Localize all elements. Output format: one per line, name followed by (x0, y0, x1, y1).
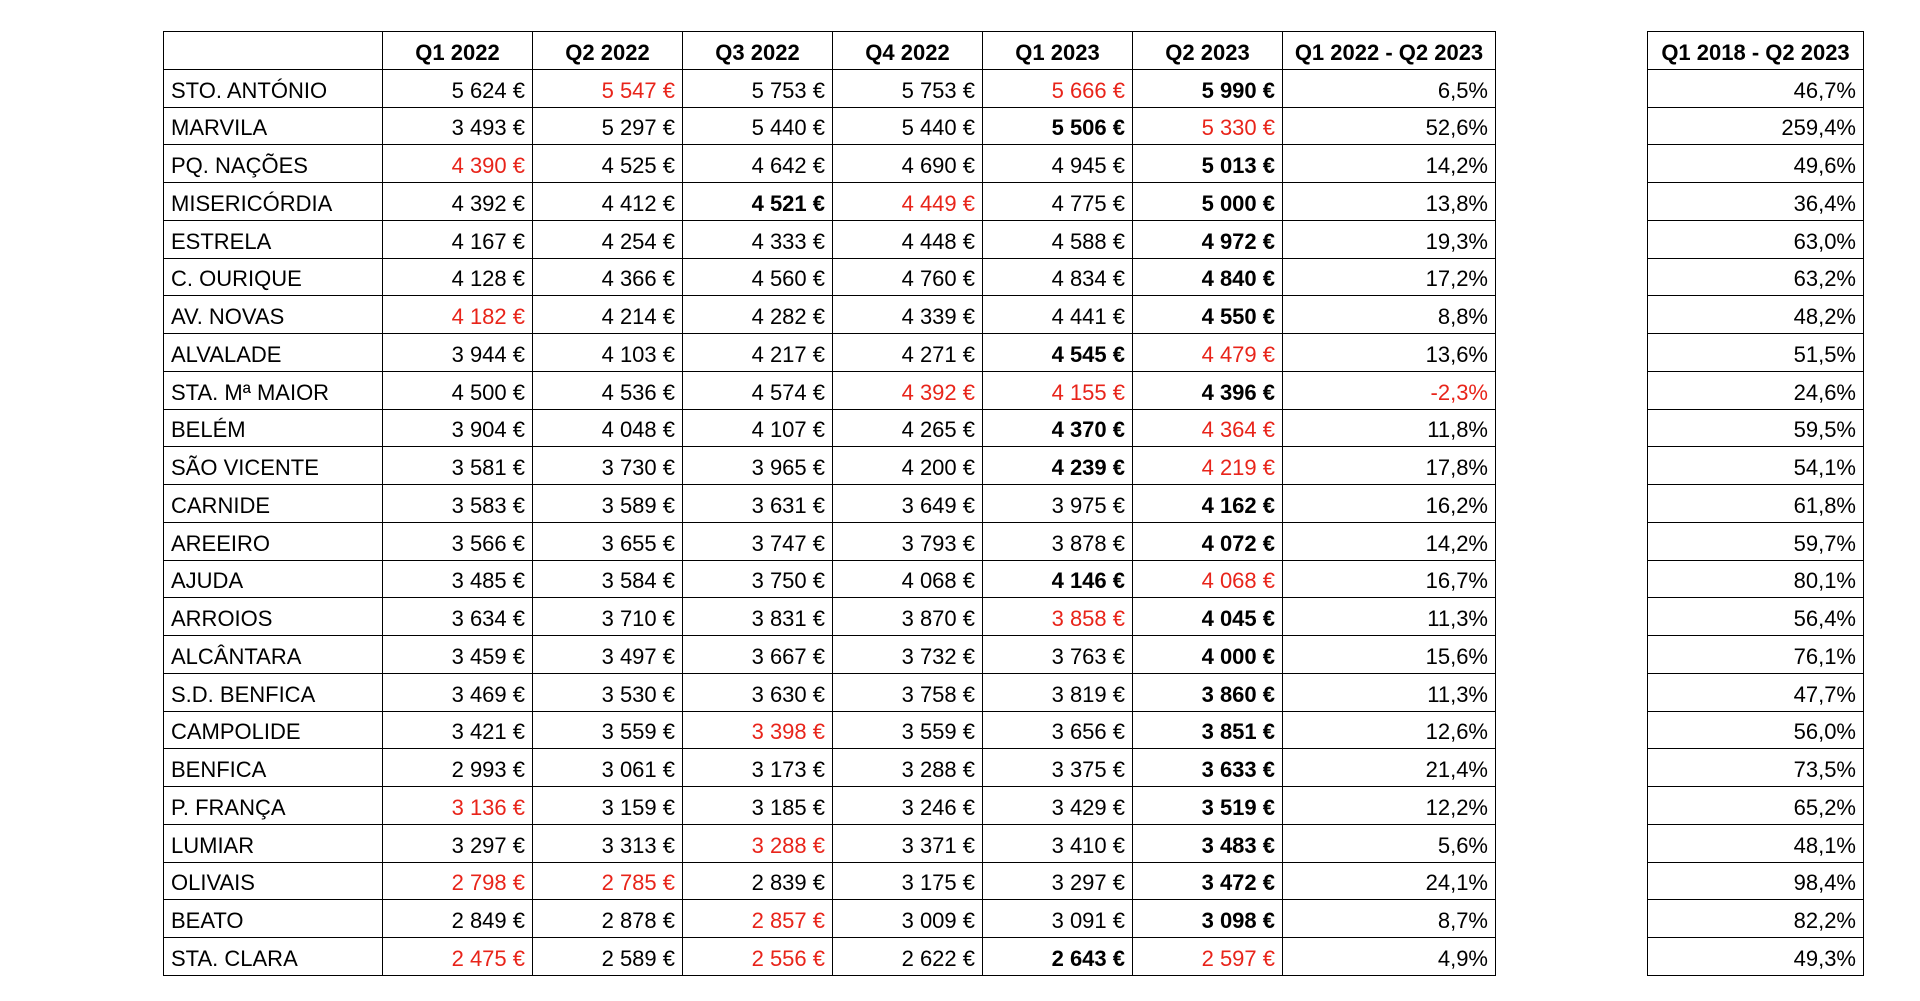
price-cell: 2 622 € (833, 938, 983, 976)
price-cell: 3 136 € (383, 787, 533, 825)
price-cell: 3 091 € (983, 900, 1133, 938)
price-cell: 4 642 € (683, 145, 833, 183)
price-cell: 3 497 € (533, 636, 683, 674)
variation-cell: 14,2% (1283, 522, 1496, 560)
parish-name: AV. NOVAS (164, 296, 383, 334)
price-cell: 3 297 € (983, 862, 1133, 900)
long-variation-cell: 56,4% (1648, 598, 1864, 636)
parish-name: P. FRANÇA (164, 787, 383, 825)
price-cell: 3 630 € (683, 673, 833, 711)
price-cell: 3 519 € (1133, 787, 1283, 825)
table-row (164, 145, 1496, 183)
side-table-row (1648, 598, 1864, 636)
table-row (164, 938, 1496, 976)
price-cell: 2 556 € (683, 938, 833, 976)
parish-name: CARNIDE (164, 485, 383, 523)
price-cell: 4 560 € (683, 258, 833, 296)
variation-cell: 8,8% (1283, 296, 1496, 334)
price-cell: 3 589 € (533, 485, 683, 523)
parish-name: SÃO VICENTE (164, 447, 383, 485)
price-cell: 3 559 € (533, 711, 683, 749)
price-cell: 4 690 € (833, 145, 983, 183)
price-cell: 2 839 € (683, 862, 833, 900)
price-cell: 2 475 € (383, 938, 533, 976)
price-cell: 3 566 € (383, 522, 533, 560)
parish-name: STA. CLARA (164, 938, 383, 976)
long-variation-cell: 24,6% (1648, 371, 1864, 409)
price-cell: 3 297 € (383, 824, 533, 862)
price-cell: 4 000 € (1133, 636, 1283, 674)
price-cell: 4 441 € (983, 296, 1133, 334)
price-cell: 4 545 € (983, 334, 1133, 372)
price-cell: 4 574 € (683, 371, 833, 409)
side-table-row (1648, 145, 1864, 183)
long-variation-cell: 59,7% (1648, 522, 1864, 560)
table-row (164, 334, 1496, 372)
price-cell: 3 469 € (383, 673, 533, 711)
price-cell: 5 753 € (683, 69, 833, 107)
long-variation-cell: 76,1% (1648, 636, 1864, 674)
price-cell: 4 146 € (983, 560, 1133, 598)
long-variation-cell: 48,2% (1648, 296, 1864, 334)
side-table-row (1648, 409, 1864, 447)
table-row (164, 711, 1496, 749)
long-variation-cell: 36,4% (1648, 183, 1864, 221)
price-cell: 4 048 € (533, 409, 683, 447)
price-cell: 4 200 € (833, 447, 983, 485)
price-cell: 4 333 € (683, 220, 833, 258)
price-cell: 3 860 € (1133, 673, 1283, 711)
price-cell: 3 583 € (383, 485, 533, 523)
parish-name: S.D. BENFICA (164, 673, 383, 711)
side-table-row (1648, 485, 1864, 523)
side-table-row (1648, 673, 1864, 711)
long-variation-cell: 65,2% (1648, 787, 1864, 825)
price-cell: 5 013 € (1133, 145, 1283, 183)
parish-name: ALVALADE (164, 334, 383, 372)
table-row (164, 258, 1496, 296)
price-cell: 3 185 € (683, 787, 833, 825)
price-cell: 4 448 € (833, 220, 983, 258)
price-cell: 3 173 € (683, 749, 833, 787)
price-cell: 2 857 € (683, 900, 833, 938)
table-row (164, 598, 1496, 636)
table-row (164, 560, 1496, 598)
price-cell: 4 182 € (383, 296, 533, 334)
parish-name: ALCÂNTARA (164, 636, 383, 674)
long-variation-cell: 49,6% (1648, 145, 1864, 183)
price-cell: 4 390 € (383, 145, 533, 183)
price-cell: 3 410 € (983, 824, 1133, 862)
variation-cell: 12,2% (1283, 787, 1496, 825)
price-cell: 3 559 € (833, 711, 983, 749)
long-variation-cell: 59,5% (1648, 409, 1864, 447)
price-cell: 3 819 € (983, 673, 1133, 711)
parish-name: ARROIOS (164, 598, 383, 636)
price-cell: 3 904 € (383, 409, 533, 447)
price-cell: 4 107 € (683, 409, 833, 447)
price-cell: 2 589 € (533, 938, 683, 976)
price-cell: 4 068 € (833, 560, 983, 598)
table-row (164, 485, 1496, 523)
table-row (164, 183, 1496, 221)
price-cell: 4 521 € (683, 183, 833, 221)
side-table-row (1648, 296, 1864, 334)
price-cell: 4 588 € (983, 220, 1133, 258)
price-cell: 5 440 € (683, 107, 833, 145)
price-cell: 3 472 € (1133, 862, 1283, 900)
table-row (164, 296, 1496, 334)
long-variation-cell: 47,7% (1648, 673, 1864, 711)
price-cell: 2 993 € (383, 749, 533, 787)
parish-name: LUMIAR (164, 824, 383, 862)
price-cell: 4 392 € (383, 183, 533, 221)
price-cell: 3 758 € (833, 673, 983, 711)
long-variation-cell: 61,8% (1648, 485, 1864, 523)
table-row (164, 69, 1496, 107)
price-cell: 4 364 € (1133, 409, 1283, 447)
price-cell: 3 485 € (383, 560, 533, 598)
price-cell: 3 730 € (533, 447, 683, 485)
price-cell: 4 265 € (833, 409, 983, 447)
price-cell: 4 072 € (1133, 522, 1283, 560)
price-cell: 5 440 € (833, 107, 983, 145)
parish-name: AJUDA (164, 560, 383, 598)
price-cell: 2 849 € (383, 900, 533, 938)
long-variation-cell: 48,1% (1648, 824, 1864, 862)
variation-cell: 11,3% (1283, 598, 1496, 636)
long-variation-cell: 51,5% (1648, 334, 1864, 372)
price-cell: 4 282 € (683, 296, 833, 334)
variation-cell: 16,2% (1283, 485, 1496, 523)
price-cell: 4 775 € (983, 183, 1133, 221)
price-cell: 4 370 € (983, 409, 1133, 447)
price-cell: 3 649 € (833, 485, 983, 523)
side-column-header: Q1 2018 - Q2 2023 (1648, 32, 1864, 70)
price-cell: 3 421 € (383, 711, 533, 749)
price-cell: 3 944 € (383, 334, 533, 372)
side-table-row (1648, 749, 1864, 787)
price-cell: 5 753 € (833, 69, 983, 107)
price-cell: 4 217 € (683, 334, 833, 372)
price-cell: 4 068 € (1133, 560, 1283, 598)
parish-name: BELÉM (164, 409, 383, 447)
column-header: Q1 2022 (383, 32, 533, 70)
price-cell: 3 061 € (533, 749, 683, 787)
side-table-row (1648, 334, 1864, 372)
price-cell: 4 162 € (1133, 485, 1283, 523)
price-cell: 4 339 € (833, 296, 983, 334)
parish-name: MARVILA (164, 107, 383, 145)
column-header: Q1 2022 - Q2 2023 (1283, 32, 1496, 70)
variation-cell: 6,5% (1283, 69, 1496, 107)
variation-cell: 11,3% (1283, 673, 1496, 711)
price-cell: 3 530 € (533, 673, 683, 711)
variation-cell: 15,6% (1283, 636, 1496, 674)
price-cell: 4 167 € (383, 220, 533, 258)
price-cell: 4 214 € (533, 296, 683, 334)
table-row (164, 787, 1496, 825)
parish-name: PQ. NAÇÕES (164, 145, 383, 183)
long-term-variation-table (1647, 31, 1864, 976)
long-variation-cell: 56,0% (1648, 711, 1864, 749)
price-table (163, 31, 1496, 976)
long-variation-cell: 80,1% (1648, 560, 1864, 598)
price-cell: 4 536 € (533, 371, 683, 409)
price-cell: 4 972 € (1133, 220, 1283, 258)
parish-name: ESTRELA (164, 220, 383, 258)
price-cell: 3 655 € (533, 522, 683, 560)
price-cell: 4 760 € (833, 258, 983, 296)
side-table-row (1648, 69, 1864, 107)
price-cell: 5 547 € (533, 69, 683, 107)
table-row (164, 673, 1496, 711)
price-cell: 4 155 € (983, 371, 1133, 409)
column-header: Q2 2023 (1133, 32, 1283, 70)
price-cell: 4 366 € (533, 258, 683, 296)
price-cell: 4 239 € (983, 447, 1133, 485)
price-cell: 4 834 € (983, 258, 1133, 296)
price-cell: 5 666 € (983, 69, 1133, 107)
parish-name: MISERICÓRDIA (164, 183, 383, 221)
price-cell: 3 750 € (683, 560, 833, 598)
price-cell: 3 493 € (383, 107, 533, 145)
price-cell: 4 525 € (533, 145, 683, 183)
price-cell: 3 732 € (833, 636, 983, 674)
side-table-row (1648, 371, 1864, 409)
variation-cell: 12,6% (1283, 711, 1496, 749)
price-cell: 4 396 € (1133, 371, 1283, 409)
price-cell: 3 581 € (383, 447, 533, 485)
price-cell: 4 500 € (383, 371, 533, 409)
price-cell: 3 793 € (833, 522, 983, 560)
price-cell: 2 798 € (383, 862, 533, 900)
price-cell: 3 483 € (1133, 824, 1283, 862)
price-cell: 3 313 € (533, 824, 683, 862)
variation-cell: -2,3% (1283, 371, 1496, 409)
price-cell: 3 375 € (983, 749, 1133, 787)
column-header: Q3 2022 (683, 32, 833, 70)
variation-cell: 17,2% (1283, 258, 1496, 296)
price-cell: 3 246 € (833, 787, 983, 825)
long-variation-cell: 98,4% (1648, 862, 1864, 900)
price-cell: 4 254 € (533, 220, 683, 258)
side-table-row (1648, 258, 1864, 296)
price-cell: 3 975 € (983, 485, 1133, 523)
price-cell: 3 288 € (833, 749, 983, 787)
variation-cell: 52,6% (1283, 107, 1496, 145)
table-row (164, 409, 1496, 447)
side-table-row (1648, 900, 1864, 938)
parish-name: STA. Mª MAIOR (164, 371, 383, 409)
price-cell: 3 175 € (833, 862, 983, 900)
variation-cell: 24,1% (1283, 862, 1496, 900)
variation-cell: 4,9% (1283, 938, 1496, 976)
price-cell: 4 271 € (833, 334, 983, 372)
parish-name: STO. ANTÓNIO (164, 69, 383, 107)
price-cell: 3 667 € (683, 636, 833, 674)
corner-header (164, 32, 383, 70)
price-cell: 4 945 € (983, 145, 1133, 183)
side-table-row (1648, 447, 1864, 485)
side-table-row (1648, 787, 1864, 825)
parish-name: OLIVAIS (164, 862, 383, 900)
variation-cell: 16,7% (1283, 560, 1496, 598)
price-cell: 3 747 € (683, 522, 833, 560)
price-cell: 3 763 € (983, 636, 1133, 674)
side-table-row (1648, 220, 1864, 258)
price-cell: 3 831 € (683, 598, 833, 636)
side-table-row (1648, 107, 1864, 145)
column-header: Q4 2022 (833, 32, 983, 70)
table-row (164, 749, 1496, 787)
side-table-row (1648, 183, 1864, 221)
price-cell: 4 412 € (533, 183, 683, 221)
price-cell: 3 098 € (1133, 900, 1283, 938)
variation-cell: 19,3% (1283, 220, 1496, 258)
table-row (164, 636, 1496, 674)
table-row (164, 447, 1496, 485)
side-table-row (1648, 560, 1864, 598)
price-cell: 3 009 € (833, 900, 983, 938)
price-cell: 2 878 € (533, 900, 683, 938)
price-cell: 5 990 € (1133, 69, 1283, 107)
table-row (164, 900, 1496, 938)
price-cell: 4 449 € (833, 183, 983, 221)
column-header: Q2 2022 (533, 32, 683, 70)
price-cell: 4 103 € (533, 334, 683, 372)
side-table-row (1648, 938, 1864, 976)
price-cell: 3 371 € (833, 824, 983, 862)
long-variation-cell: 63,0% (1648, 220, 1864, 258)
price-cell: 3 288 € (683, 824, 833, 862)
long-variation-cell: 46,7% (1648, 69, 1864, 107)
price-cell: 3 656 € (983, 711, 1133, 749)
table-row (164, 522, 1496, 560)
price-cell: 4 128 € (383, 258, 533, 296)
price-cell: 3 858 € (983, 598, 1133, 636)
price-cell: 4 045 € (1133, 598, 1283, 636)
long-variation-cell: 49,3% (1648, 938, 1864, 976)
price-cell: 3 634 € (383, 598, 533, 636)
price-cell: 2 643 € (983, 938, 1133, 976)
parish-name: BENFICA (164, 749, 383, 787)
price-cell: 5 000 € (1133, 183, 1283, 221)
variation-cell: 11,8% (1283, 409, 1496, 447)
parish-name: C. OURIQUE (164, 258, 383, 296)
price-cell: 4 392 € (833, 371, 983, 409)
price-cell: 3 851 € (1133, 711, 1283, 749)
side-table-row (1648, 824, 1864, 862)
variation-cell: 13,8% (1283, 183, 1496, 221)
price-cell: 3 459 € (383, 636, 533, 674)
price-cell: 4 840 € (1133, 258, 1283, 296)
price-cell: 3 429 € (983, 787, 1133, 825)
variation-cell: 5,6% (1283, 824, 1496, 862)
price-cell: 4 479 € (1133, 334, 1283, 372)
price-cell: 3 398 € (683, 711, 833, 749)
price-cell: 3 965 € (683, 447, 833, 485)
parish-name: CAMPOLIDE (164, 711, 383, 749)
side-table-row (1648, 636, 1864, 674)
price-cell: 5 624 € (383, 69, 533, 107)
long-variation-cell: 82,2% (1648, 900, 1864, 938)
variation-cell: 8,7% (1283, 900, 1496, 938)
price-cell: 3 631 € (683, 485, 833, 523)
price-cell: 5 506 € (983, 107, 1133, 145)
long-variation-cell: 63,2% (1648, 258, 1864, 296)
price-cell: 4 219 € (1133, 447, 1283, 485)
variation-cell: 17,8% (1283, 447, 1496, 485)
table-row (164, 371, 1496, 409)
price-cell: 2 785 € (533, 862, 683, 900)
side-table-row (1648, 522, 1864, 560)
table-row (164, 220, 1496, 258)
table-row (164, 862, 1496, 900)
price-cell: 4 550 € (1133, 296, 1283, 334)
parish-name: BEATO (164, 900, 383, 938)
price-cell: 5 297 € (533, 107, 683, 145)
long-variation-cell: 73,5% (1648, 749, 1864, 787)
price-cell: 3 878 € (983, 522, 1133, 560)
variation-cell: 14,2% (1283, 145, 1496, 183)
parish-name: AREEIRO (164, 522, 383, 560)
price-cell: 5 330 € (1133, 107, 1283, 145)
variation-cell: 13,6% (1283, 334, 1496, 372)
table-row (164, 107, 1496, 145)
long-variation-cell: 54,1% (1648, 447, 1864, 485)
side-table-row (1648, 862, 1864, 900)
variation-cell: 21,4% (1283, 749, 1496, 787)
price-cell: 3 870 € (833, 598, 983, 636)
price-cell: 3 584 € (533, 560, 683, 598)
header-row (164, 32, 1496, 70)
price-cell: 3 633 € (1133, 749, 1283, 787)
price-cell: 2 597 € (1133, 938, 1283, 976)
price-cell: 3 710 € (533, 598, 683, 636)
long-variation-cell: 259,4% (1648, 107, 1864, 145)
column-header: Q1 2023 (983, 32, 1133, 70)
side-table-row (1648, 711, 1864, 749)
price-cell: 3 159 € (533, 787, 683, 825)
table-row (164, 824, 1496, 862)
side-header-row (1648, 32, 1864, 70)
